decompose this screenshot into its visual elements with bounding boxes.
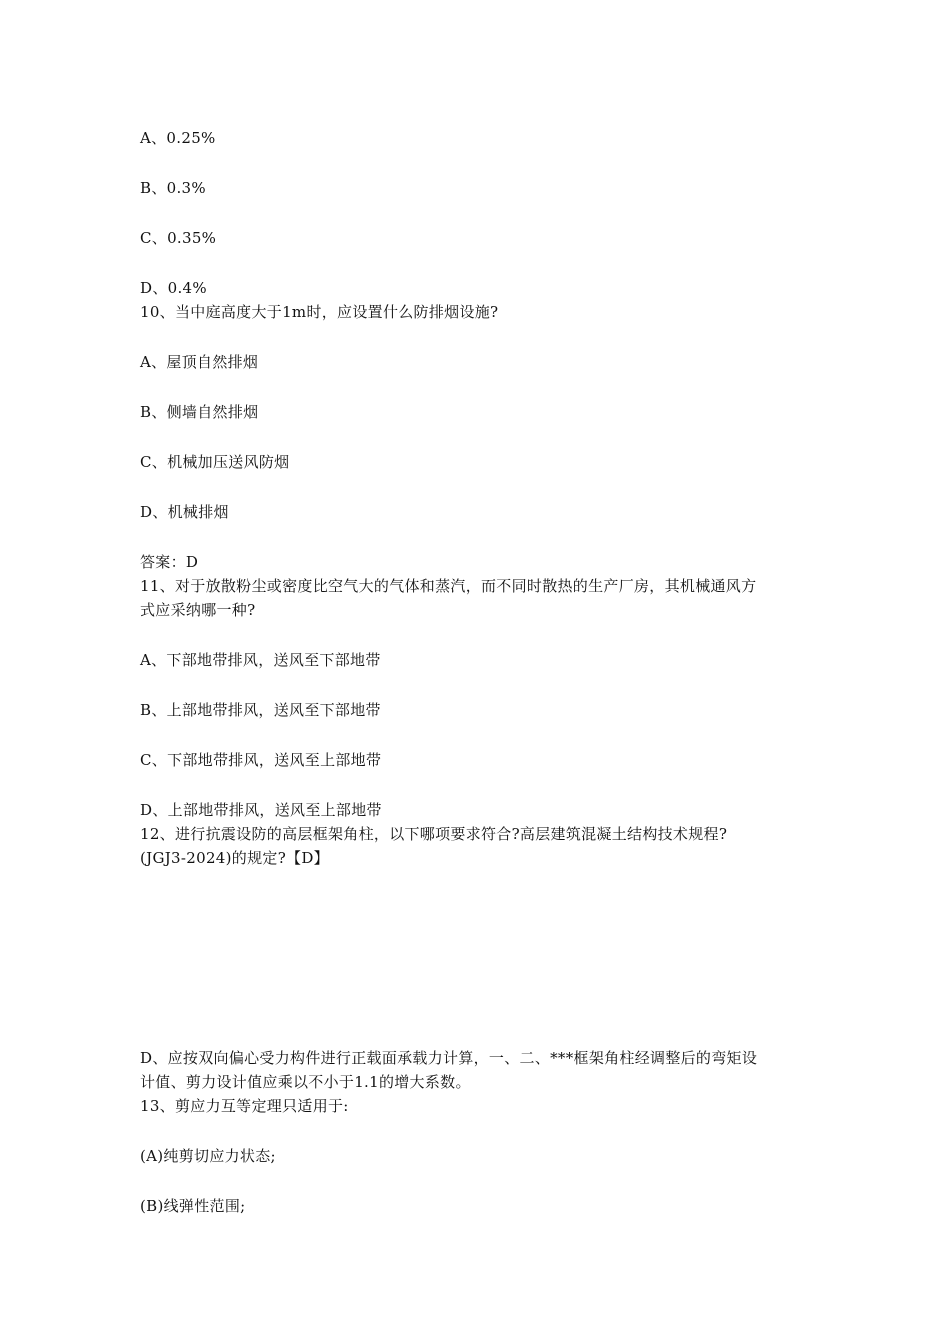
q9-option-b: B、0.3% <box>140 179 206 197</box>
q13-option-b: (B)线弹性范围; <box>140 1197 246 1215</box>
q13-option-a: (A)纯剪切应力状态; <box>140 1147 276 1165</box>
q10-answer: 答案：D <box>140 553 199 571</box>
q11-option-d: D、上部地带排风，送风至上部地带 <box>140 801 382 819</box>
q9-option-c: C、0.35% <box>140 229 217 247</box>
q9-option-a: A、0.25% <box>140 129 216 147</box>
q12-question-line2: (JGJ3-2024)的规定?【D】 <box>140 849 329 867</box>
q10-question: 10、当中庭高度大于1m时，应设置什么防排烟设施? <box>140 303 499 321</box>
q12-question-line1: 12、进行抗震设防的高层框架角柱，以下哪项要求符合?高层建筑混凝土结构技术规程? <box>140 825 728 843</box>
q10-option-c: C、机械加压送风防烟 <box>140 453 290 471</box>
q10-option-b: B、侧墙自然排烟 <box>140 403 259 421</box>
q12-option-d-line1: D、应按双向偏心受力构件进行正载面承载力计算，一、二、***框架角柱经调整后的弯矩设 <box>140 1049 758 1067</box>
q13-question: 13、剪应力互等定理只适用于: <box>140 1097 349 1115</box>
q11-option-a: A、下部地带排风，送风至下部地带 <box>140 651 381 669</box>
q11-option-b: B、上部地带排风，送风至下部地带 <box>140 701 381 719</box>
q10-option-a: A、屋顶自然排烟 <box>140 353 259 371</box>
q11-option-c: C、下部地带排风，送风至上部地带 <box>140 751 382 769</box>
q11-question-line2: 式应采纳哪一种? <box>140 601 256 619</box>
q11-question-line1: 11、对于放散粉尘或密度比空气大的气体和蒸汽，而不同时散热的生产厂房，其机械通风方 <box>140 577 757 595</box>
q9-option-d: D、0.4% <box>140 279 207 297</box>
q12-option-d-line2: 计值、剪力设计值应乘以不小于1.1的增大系数。 <box>140 1073 471 1091</box>
q10-option-d: D、机械排烟 <box>140 503 229 521</box>
